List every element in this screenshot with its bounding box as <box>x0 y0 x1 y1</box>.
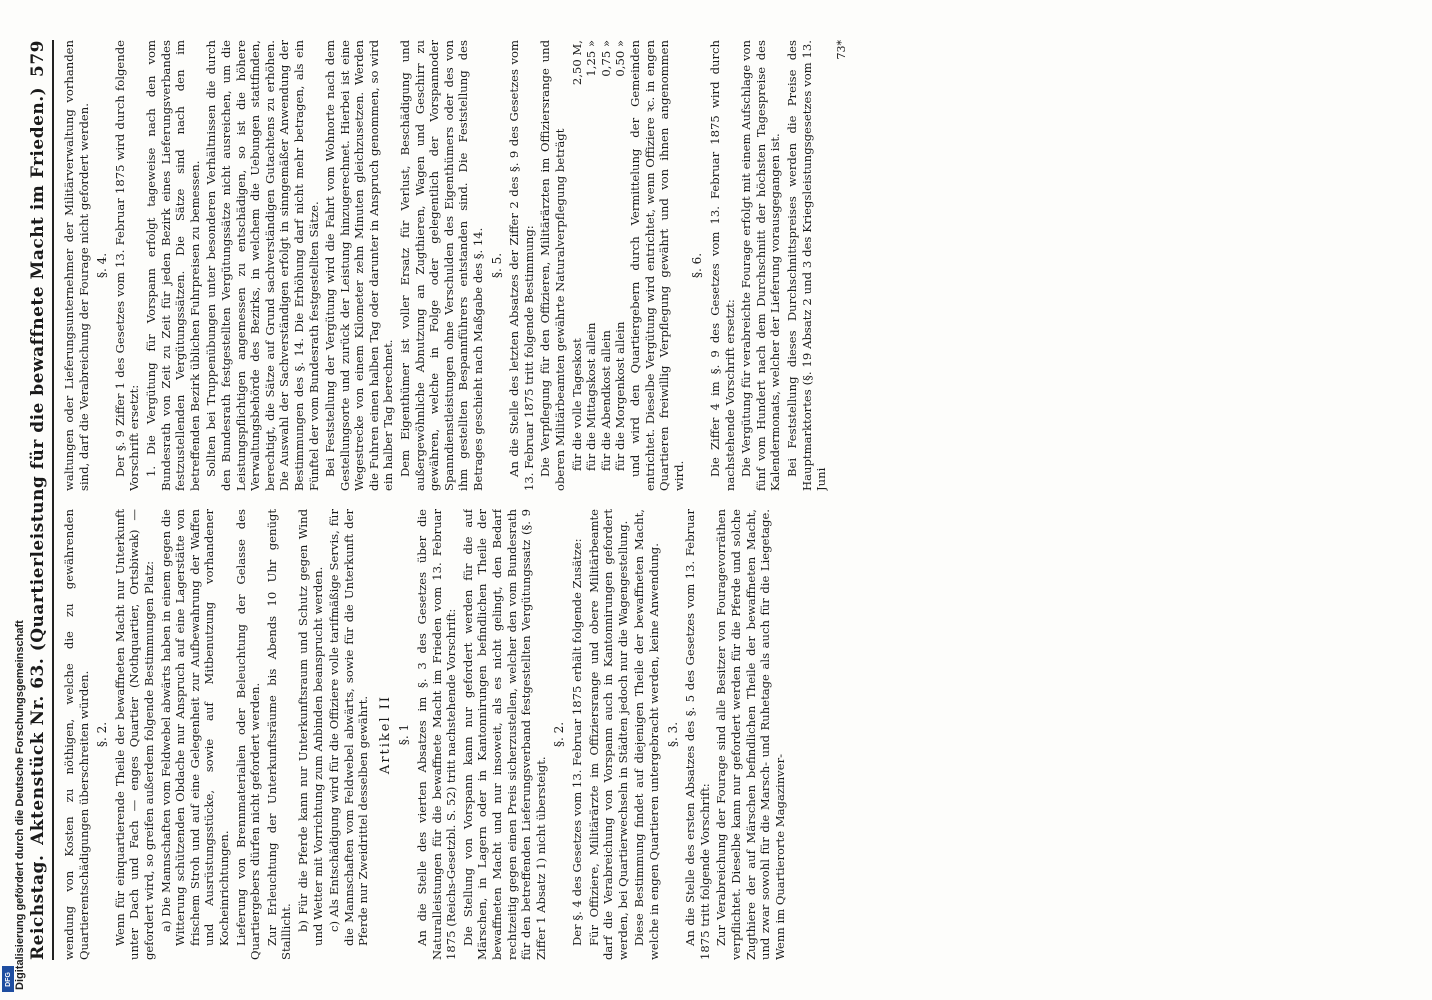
paragraph: An die Stelle des ersten Absatzes des §. 5 des Gesetzes vom 13. Februar 1875 tritt folgende Vorschrift: <box>683 509 712 960</box>
section-heading: §. 6. <box>690 252 705 279</box>
column-right <box>62 40 1362 491</box>
pay-value: 0,75 » <box>598 40 613 77</box>
running-head <box>28 40 54 960</box>
paragraph: Sollten bei Truppenübungen unter besonderen Verhältnissen die durch den Bundesrath festgestellten Vergütungssätze nicht ausreichen, um die Leistungspflichtigen angemessen zu entschädigen, so ist die höhere Verwaltungsbehörde des Bezirks, in welchem die Uebungen stattfinden, berechtigt, die Sätze auf Grund sachverständigen Gutachtens zu erhöhen. Die Auswahl der Sachverständigen erfolgt in sinngemäßer Anwendung der Bestimmungen des §. 14. Die Erhöhung darf nicht mehr betragen, als ein Fünftel der vom Bundesrath festgestellten Sätze. <box>204 40 321 491</box>
paragraph: Diese Bestimmung findet auf diejenigen Theile der bewaffneten Macht, welche in engen Quartieren untergebracht werden, keine Anwendung. <box>632 509 661 960</box>
paragraph: Die Vergütung für verabreichte Fourage erfolgt mit einem Aufschlage von fünf vom Hundert nach dem Durchschnitt der höchsten Tagespreise des Kalendermonats, welcher der Lieferung vorausgegangen ist. <box>739 40 783 491</box>
pay-label: für die Abendkost allein <box>598 330 613 471</box>
pay-label: für die volle Tageskost <box>569 338 584 471</box>
running-head-left: Reichstag. <box>28 854 48 960</box>
pay-value: 1,25 » <box>584 40 599 77</box>
page-number: 579 <box>28 40 48 77</box>
list-item: b) Für die Pferde kann nur Unterkunftsraum und Schutz gegen Wind und Wetter mit Vorrichtung zum Anbinden beansprucht werden. <box>295 509 325 946</box>
section-heading: §. 3. <box>665 721 680 748</box>
dfg-logo <box>2 966 14 992</box>
list-item: c) Als Entschädigung wird für die Offiziere volle tarifmäßige Servis, für die Mannschaften vom Feldwebel abwärts, sowie für die Unterkunft der Pferde nur Zweidrittel desselben gewährt. <box>327 509 371 946</box>
column-left <box>62 509 1362 960</box>
paragraph: 1. Die Vergütung für Vorspann erfolgt tageweise nach den vom Bundesrath von Zeit zu Zeit für jeden Bezirk eines Lieferungsverbandes festzustellenden Vergütungssätzen. Die Sätze sind nach den im betreffenden Bezirk üblichen Fuhrpreisen zu bemessen. <box>143 40 202 491</box>
pay-value: 0,50 » <box>613 40 628 77</box>
list-item: a) Die Mannschaften vom Feldwebel abwärts haben in einem gegen die Witterung schützenden Obdache nur Anspruch auf eine Lagerstätte von frischem Stroh und auf eine Gelegenheit zur Aufbewahrung der Waffen und Ausrüstungsstücke, sowie auf Mitbenutzung vorhandener Kocheinrichtungen. <box>158 509 231 946</box>
section-heading: §. 5. <box>489 252 504 279</box>
pay-value: 2,50 M, <box>569 40 584 86</box>
paragraph: Wenn für einquartierende Theile der bewaffneten Macht nur Unterkunft unter Dach und Fach — enges Quartier (Nothquartier, Ortsbiwak) — gefordert wird, so greifen außerdem folgende Bestimmungen Platz: <box>112 509 156 960</box>
rotated-page-content <box>20 20 1400 980</box>
logo-text: DFG <box>4 971 12 987</box>
paragraph: Zur Erleuchtung der Unterkunftsräume bis Abends 10 Uhr genügt Stalllicht. <box>264 509 294 960</box>
paragraph: Die Stellung von Vorspann kann nur gefordert werden für die auf Märschen, in Lagern oder in Kantonnirungen befindlichen Theile der bewaffneten Macht und nur insoweit, als es nicht gelingt, den Bedarf rechtzeitig gegen einen Preis sicherzustellen, welcher den vom Bundesrath für den betreffenden Lieferungsverband festgestellten Vergütungssatz (§. 9 Ziffer 1 Absatz 1) nicht übersteigt. <box>460 509 548 960</box>
signature-mark: 73* <box>834 40 848 60</box>
paragraph: Dem Eigenthümer ist voller Ersatz für Verlust, Beschädigung und außergewöhnliche Abnutzung an Zugthieren, Wagen und Geschirr zu gewähren, welche in Folge oder gelegentlich der Vorspannoder Spanndienstleistungen ohne Verschulden des Eigenthümers oder des von ihm gestellten Bespannführers entstanden sind. Die Feststellung des Betrages geschieht nach Maßgabe des §. 14. <box>398 40 486 491</box>
running-head-title: Aktenstück Nr. 63. (Quartierleistung für die bewaffnete Macht im Frieden.) <box>28 86 48 845</box>
section-heading: §. 2. <box>552 721 567 748</box>
paragraph: Zur Verabreichung der Fourage sind alle Besitzer von Fouragevorräthen verpflichtet. Dieselbe kann nur gefordert werden für die Pferde und solche Zugthiere der auf Märschen befindlichen Theile der bewaffneten Macht, und zwar sowohl für die Marsch- und Ruhetage als auch für die Liegetage. Wenn im Quartierorte Magazinver- <box>714 509 787 960</box>
paragraph: Die Ziffer 4 im §. 9 des Gesetzes vom 13. Februar 1875 wird durch nachstehende Vorschrift ersetzt: <box>707 40 737 491</box>
digitization-credit <box>0 0 26 1000</box>
pay-row <box>599 40 614 491</box>
section-heading: §. 1 <box>397 723 412 746</box>
text-columns <box>62 40 1362 960</box>
paragraph: Die Verpflegung für den Offizieren, Militärärzten im Offiziersrange und oberen Militärbeamten gewährte Naturalverpflegung beträgt <box>538 40 567 491</box>
section-heading: §. 4. <box>95 252 110 279</box>
pay-label: für die Mittagskost allein <box>584 322 599 471</box>
paragraph: An die Stelle des letzten Absatzes der Ziffer 2 des §. 9 des Gesetzes vom 13. Februar 1875 tritt folgende Bestimmung: <box>507 40 536 491</box>
paragraph: Der §. 4 des Gesetzes vom 13. Februar 1875 erhält folgende Zusätze: <box>570 538 584 946</box>
article-heading: Artikel II <box>377 694 393 775</box>
pay-row <box>570 40 585 491</box>
pay-row <box>584 40 599 491</box>
col2-intro: waltungen oder Lieferungsunternehmer der Militärverwaltung vorhanden sind, darf die Verabreichung der Fourage nicht gefordert werden. <box>62 40 91 491</box>
col1-intro: wendung von Kosten zu nöthigen, welche die zu gewährenden Quartierentschädigungen überschreiten würden. <box>62 509 91 960</box>
credit-text: Digitalisierung gefördert durch die Deutsche Forschungsgemeinschaft <box>14 620 26 990</box>
pay-row <box>613 40 628 491</box>
pay-label: für die Morgenkost allein <box>613 321 628 471</box>
paragraph: und wird den Quartiergebern durch Vermittelung der Gemeinden entrichtet. Dieselbe Vergütung wird entrichtet, wenn Offiziere ꝛc. in engen Quartieren freiwillig Verpflegung gewährt und von ihnen angenommen wird. <box>627 40 686 491</box>
paragraph: Lieferung von Brennmaterialien oder Beleuchtung der Gelasse des Quartiergebers dürfen nicht gefordert werden. <box>233 509 263 960</box>
section-heading: §. 2. <box>95 721 110 748</box>
paragraph: An die Stelle des vierten Absatzes im §. 3 des Gesetzes über die Naturalleistungen für die bewaffnete Macht im Frieden vom 13. Februar 1875 (Reichs-Gesetzbl. S. 52) tritt nachstehende Vorschrift: <box>415 509 459 960</box>
paragraph: Bei Feststellung dieses Durchschnittspreises werden die Preise des Hauptmarktortes (§. 19 Absatz 2 und 3 des Kriegsleistungsgesetzes vom 13. Juni <box>784 40 829 491</box>
paragraph: Der §. 9 Ziffer 1 des Gesetzes vom 13. Februar 1875 wird durch folgende Vorschrift ersetzt: <box>112 40 142 491</box>
paragraph: Bei Feststellung der Vergütung wird die Fahrt vom Wohnorte nach dem Gestellungsorte und zurück der Leistung hinzugerechnet. Hierbei ist eine Wegestrecke von einem Kilometer zehn Minuten gleichzusetzen. Werden die Fuhren einen halben Tag oder darunter in Anspruch genommen, so wird ein halber Tag berechnet. <box>323 40 396 491</box>
paragraph: Für Offiziere, Militärärzte im Offiziersrange und obere Militärbeamte darf die Verabreichung von Vorspann auch in Kantonnirungen gefordert werden, bei Quartierwechseln in Städten jedoch nur die Wagengestellung. <box>586 509 630 960</box>
